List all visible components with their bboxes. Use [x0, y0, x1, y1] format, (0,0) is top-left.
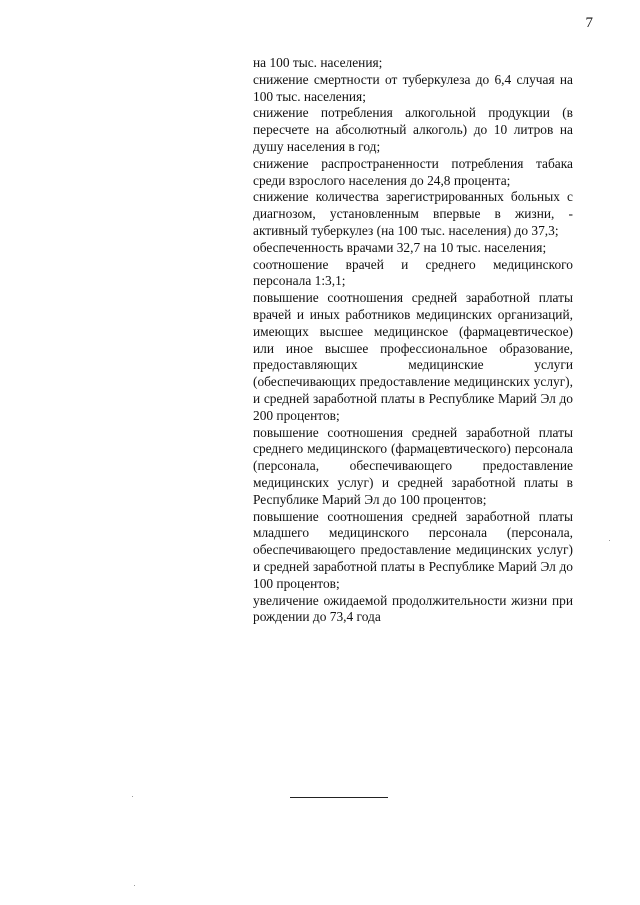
- list-item: снижение смертности от туберкулеза до 6,4 случая на 100 тыс. населения;: [253, 71, 573, 104]
- scan-speck: [134, 885, 135, 886]
- list-item: обеспеченность врачами 32,7 на 10 тыс. населения;: [253, 239, 547, 255]
- list-item: повышение соотношения средней заработной платы врачей и иных работников медицинских организаций, имеющих высшее медицинское (фармацевтическое) или иное высшее профессиональное образование, предоставляющих медицинские услуги (обеспечивающих предоставление медицинских услуг), и средней заработной платы в Республике Марий Эл до 200 процентов;: [253, 290, 573, 423]
- list-item: соотношение врачей и среднего медицинского персонала 1:3,1;: [253, 256, 573, 289]
- page-number: 7: [585, 15, 593, 31]
- list-item: на 100 тыс. населения;: [253, 55, 383, 70]
- list-item: снижение количества зарегистрированных больных с диагнозом, установленным впервые в жизни, - активный туберкулез (на 100 тыс. населения) до 37,3;: [253, 189, 573, 238]
- list-item: повышение соотношения средней заработной платы младшего медицинского персонала (персонала, обеспечивающего предоставление медицинских услуг) и средней заработной платы в Республике Марий Эл до 100 процентов;: [253, 508, 573, 591]
- list-item: увеличение ожидаемой продолжительности жизни при рождении до 73,4 года: [253, 592, 573, 625]
- scan-speck: [609, 540, 610, 541]
- list-item: снижение распространенности потребления табака среди взрослого населения до 24,8 процента;: [253, 155, 573, 188]
- list-item: повышение соотношения средней заработной платы среднего медицинского (фармацевтического) персонала (персонала, обеспечивающего предоставление медицинских услуг) и средней заработной платы в Республике Марий Эл до 100 процентов;: [253, 424, 573, 507]
- end-divider: [290, 797, 388, 798]
- list-item: снижение потребления алкогольной продукции (в пересчете на абсолютный алкоголь) до 10 литров на душу населения в год;: [253, 105, 573, 154]
- scan-speck: [132, 796, 133, 797]
- document-body: [253, 55, 573, 626]
